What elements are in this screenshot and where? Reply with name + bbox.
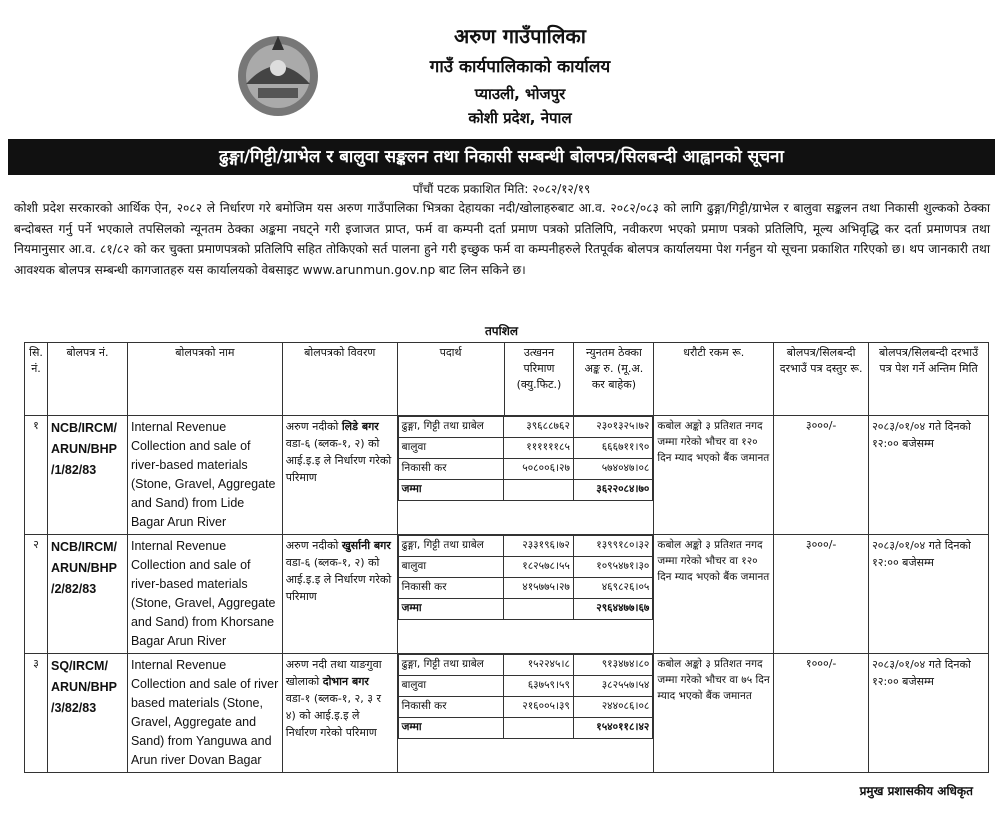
material-name: जम्मा bbox=[398, 718, 504, 739]
desc-text: वडा-६ (ब्लक-१, २) को आई.इ.इ ले निर्धारण गरेको परिमाण bbox=[285, 437, 392, 484]
row-deadline: २०८३/०१/०४ गते दिनको १२:०० बजेसम्म bbox=[869, 654, 989, 773]
col-deadline: बोलपत्र/सिलबन्दी दरभाउँ पत्र पेश गर्ने अन्तिम मिति bbox=[869, 343, 989, 416]
row-name: Internal Revenue Collection and sale of river-based materials (Stone, Gravel, Aggregate and Sand) from Lide Bagar Arun River bbox=[127, 416, 282, 535]
material-qty: २१६००५।३९ bbox=[504, 697, 574, 718]
material-min-amount: ९१३४७४।८० bbox=[573, 655, 652, 676]
material-qty: ४१५७७५।२७ bbox=[504, 578, 574, 599]
material-name: बालुवा bbox=[398, 557, 504, 578]
row-sn: २ bbox=[25, 535, 48, 654]
material-row bbox=[398, 718, 653, 739]
row-deadline: २०८३/०१/०४ गते दिनको १२:०० बजेसम्म bbox=[869, 535, 989, 654]
row-deadline: २०८३/०१/०४ गते दिनको १२:०० बजेसम्म bbox=[869, 416, 989, 535]
material-qty bbox=[504, 480, 574, 501]
row-description bbox=[282, 416, 397, 535]
col-desc: बोलपत्रको विवरण bbox=[282, 343, 397, 416]
notice-title-banner: ढुङ्गा/गिट्टी/ग्राभेल र बालुवा सङ्कलन तथा निकासी सम्बन्धी बोलपत्र/सिलबन्दी आह्वानको सूचना bbox=[8, 139, 995, 175]
material-min-amount: ४६९८२६।०५ bbox=[573, 578, 652, 599]
col-material: पदार्थ bbox=[397, 343, 504, 416]
table-row bbox=[25, 535, 989, 654]
desc-text: वडा-१ (ब्लक-१, २, ३ र ४) को आई.इ.इ ले निर्धारण गरेको परिमाण bbox=[285, 692, 381, 739]
material-name: बालुवा bbox=[398, 676, 504, 697]
material-qty: १५२२४५।८ bbox=[504, 655, 574, 676]
row-sn: १ bbox=[25, 416, 48, 535]
row-description bbox=[282, 654, 397, 773]
material-min-amount: ३८२५५७।५४ bbox=[573, 676, 652, 697]
table-row bbox=[25, 654, 989, 773]
material-qty: १८२५७८।५५ bbox=[504, 557, 574, 578]
schedule-label: तपशिल bbox=[484, 324, 519, 338]
material-row bbox=[398, 536, 653, 557]
material-name: ढुङ्गा, गिट्टी तथा ग्राबेल bbox=[398, 655, 504, 676]
table-header-row bbox=[25, 343, 989, 416]
row-fee: १०००/- bbox=[774, 654, 869, 773]
desc-text: अरुण नदी तथा याङगुवा खोलाको bbox=[285, 658, 382, 688]
materials-cell bbox=[397, 654, 654, 773]
material-min-amount: ६६६७११।९० bbox=[573, 438, 652, 459]
row-code: NCB/IRCM/ ARUN/BHP /1/82/83 bbox=[47, 416, 127, 535]
col-fee: बोलपत्र/सिलबन्दी दरभाउँ पत्र दस्तुर रू. bbox=[774, 343, 869, 416]
col-sn: सि. नं. bbox=[25, 343, 48, 416]
material-min-amount: २४४०८६।०८ bbox=[573, 697, 652, 718]
material-qty bbox=[504, 718, 574, 739]
published-date: पाँचौं पटक प्रकाशित मिति: २०८२/१२/१९ bbox=[412, 182, 591, 196]
material-row bbox=[398, 557, 653, 578]
material-row bbox=[398, 438, 653, 459]
material-name: निकासी कर bbox=[398, 459, 504, 480]
materials-cell bbox=[397, 416, 654, 535]
material-name: निकासी कर bbox=[398, 578, 504, 599]
materials-table bbox=[398, 416, 654, 501]
col-qty: उत्खनन परिमाण (क्यु.फिट.) bbox=[504, 343, 574, 416]
col-code: बोलपत्र नं. bbox=[47, 343, 127, 416]
row-deposit: कबोल अङ्को ३ प्रतिशत नगद जम्मा गरेको भौचर वा १२० दिन म्याद भएको बैंक जमानत bbox=[654, 535, 774, 654]
row-code: NCB/IRCM/ ARUN/BHP /2/82/83 bbox=[47, 535, 127, 654]
row-name: Internal Revenue Collection and sale of river-based materials (Stone, Gravel, Aggregate and Sand) from Khorsane Bagar Arun River bbox=[127, 535, 282, 654]
nepal-emblem-icon bbox=[232, 28, 324, 120]
desc-place-name: लिडे बगर bbox=[341, 420, 379, 433]
material-name: ढुङ्गा, गिट्टी तथा ग्राबेल bbox=[398, 536, 504, 557]
office-location: प्याउली, भोजपुर bbox=[474, 85, 566, 103]
material-qty: २३३१९६।७२ bbox=[504, 536, 574, 557]
desc-place-name: खुर्सानी बगर bbox=[341, 539, 391, 552]
row-name: Internal Revenue Collection and sale of river based materials (Stone, Gravel, Aggregate and Sand) from Yanguwa and Arun river Dovan Bagar bbox=[127, 654, 282, 773]
row-sn: ३ bbox=[25, 654, 48, 773]
province-name: कोशी प्रदेश, नेपाल bbox=[468, 109, 572, 127]
material-row bbox=[398, 578, 653, 599]
row-code: SQ/IRCM/ ARUN/BHP /3/82/83 bbox=[47, 654, 127, 773]
material-row bbox=[398, 697, 653, 718]
col-name: बोलपत्रको नाम bbox=[127, 343, 282, 416]
material-name: बालुवा bbox=[398, 438, 504, 459]
material-row bbox=[398, 599, 653, 620]
signature-title: प्रमुख प्रशासकीय अधिकृत bbox=[859, 784, 973, 798]
notice-body-text: कोशी प्रदेश सरकारको आर्थिक ऐन, २०८२ ले निर्धारण गरे बमोजिम यस अरुण गाउँपालिका भित्रका देहायका नदी/खोलाहरुबाट आ.व. २०८२/०८३ को लागि ढुङ्गा/गिट्टी/ग्राभेल र बालुवा सङ्कलन तथा निकासी शुल्कको ठेक्का बन्दोबस्त गर्नु पर्ने भएकाले तपसिलको न्यूनतम ठेक्का अङ्कमा नघट्ने गरी इजाजत प्राप्त, फर्म वा कम्पनी दर्ता प्रमाण पत्रको प्रतिलिपि, नवीकरण भएको प्रमाण पत्रको प्रतिलिपि, मूल्य अभिवृद्धि कर दर्ता प्रमाणपत्र तथा नियमानुसार आ.व. ८१/८२ को कर चुक्ता प्रमाणपत्रको प्रतिलिपि सहित तोकिएको सर्त पालना हुने गरी इच्छुक फर्म वा कम्पनीहरुले रितपूर्वक बोलपत्र कार्यालयमा पेश गर्नहुन यो सूचना प्रकाशित गरिएको छ। थप जानकारी तथा आवश्यक बोलपत्र सम्बन्धी कागजातहरु यस कार्यालयको वेबसाइट www.arunmun.gov.np बाट लिन सकिने छ। bbox=[14, 201, 990, 277]
material-qty: ११११११८५ bbox=[504, 438, 574, 459]
material-name: जम्मा bbox=[398, 480, 504, 501]
material-name: ढुङ्गा, गिट्टी तथा ग्राबेल bbox=[398, 417, 504, 438]
col-deposit: धरौटी रकम रू. bbox=[654, 343, 774, 416]
material-qty bbox=[504, 599, 574, 620]
material-min-amount: ५७४०४७।०८ bbox=[573, 459, 652, 480]
material-row bbox=[398, 676, 653, 697]
material-row bbox=[398, 459, 653, 480]
materials-table bbox=[398, 654, 654, 739]
material-name: निकासी कर bbox=[398, 697, 504, 718]
tender-table bbox=[24, 342, 989, 773]
material-min-amount: १०९५४७१।३० bbox=[573, 557, 652, 578]
material-min-amount: २९६४४७७।६७ bbox=[573, 599, 652, 620]
desc-text: वडा-६ (ब्लक-१, २) को आई.इ.इ ले निर्धारण गरेको परिमाण bbox=[285, 556, 392, 603]
row-deposit: कबोल अङ्को ३ प्रतिशत नगद जम्मा गरेको भौचर वा ७५ दिन म्याद भएको बैंक जमानत bbox=[654, 654, 774, 773]
notice-header bbox=[0, 0, 1003, 138]
office-name: गाउँ कार्यपालिकाको कार्यालय bbox=[429, 57, 611, 77]
row-fee: ३०००/- bbox=[774, 535, 869, 654]
desc-text: अरुण नदीको bbox=[285, 539, 342, 552]
material-qty: ५०८००६।२७ bbox=[504, 459, 574, 480]
row-fee: ३०००/- bbox=[774, 416, 869, 535]
municipality-name: अरुण गाउँपालिका bbox=[454, 24, 586, 48]
material-name: जम्मा bbox=[398, 599, 504, 620]
material-min-amount: २३०१३२५।७२ bbox=[573, 417, 652, 438]
row-deposit: कबोल अङ्को ३ प्रतिशत नगद जम्मा गरेको भौचर वा १२० दिन म्याद भएको बैंक जमानत bbox=[654, 416, 774, 535]
material-min-amount: ३६२२०८४।७० bbox=[573, 480, 652, 501]
desc-text: अरुण नदीको bbox=[285, 420, 342, 433]
row-description bbox=[282, 535, 397, 654]
material-row bbox=[398, 655, 653, 676]
col-min: न्युनतम ठेक्का अङ्क रु. (मू.अ. कर बाहेक) bbox=[574, 343, 654, 416]
material-row bbox=[398, 480, 653, 501]
table-row bbox=[25, 416, 989, 535]
materials-cell bbox=[397, 535, 654, 654]
material-row bbox=[398, 417, 653, 438]
material-min-amount: १५४०११८।४२ bbox=[573, 718, 652, 739]
material-qty: ३९६८८७६२ bbox=[504, 417, 574, 438]
material-qty: ६३७५९।५९ bbox=[504, 676, 574, 697]
desc-place-name: दोभान बगर bbox=[322, 675, 369, 688]
material-min-amount: १३९९१८०।३२ bbox=[573, 536, 652, 557]
materials-table bbox=[398, 535, 654, 620]
